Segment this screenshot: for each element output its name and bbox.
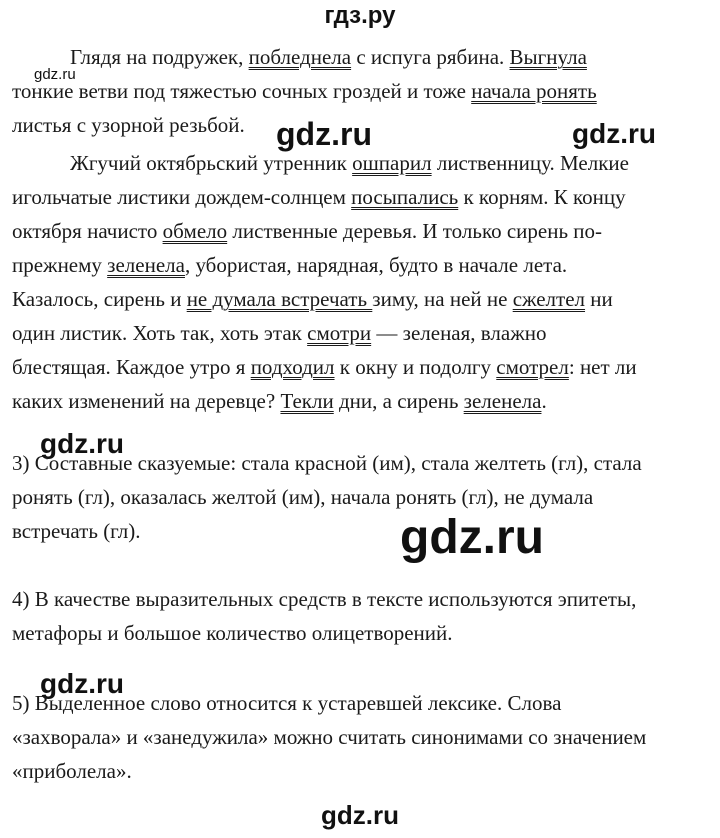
text-line: ронять (гл), оказалась желтой (им), начала ронять (гл), не думала	[12, 485, 594, 509]
text-line: Казалось, сирень и не думала встречать зиму, на ней не сжелтел ни	[12, 287, 613, 311]
predicate-underline: ошпарил	[352, 151, 432, 175]
predicate-underline: зеленела	[107, 253, 185, 277]
text-line: блестящая. Каждое утро я подходил к окну и подолгу смотрел: нет ли	[12, 355, 637, 379]
text-line: 4) В качестве выразительных средств в тексте используются эпитеты,	[12, 587, 637, 611]
predicate-underline: сжелтел	[512, 287, 586, 311]
predicate-underline: смотрел	[496, 355, 569, 379]
predicate-underline: посыпались	[351, 185, 459, 209]
text-line: каких изменений на деревце? Текли дни, а сирень зеленела.	[12, 389, 547, 413]
text-line: Жгучий октябрьский утренник ошпарил лиственницу. Мелкие	[70, 151, 629, 175]
predicate-underline: обмело	[162, 219, 228, 243]
predicate-underline: Выгнула	[509, 45, 587, 69]
predicate-underline: смотри	[307, 321, 372, 345]
predicate-underline: побледнела	[248, 45, 352, 69]
text-line: тонкие ветви под тяжестью сочных гроздей и тоже начала ронять	[12, 79, 597, 103]
watermark-left-5: gdz.ru	[40, 668, 124, 699]
text-line: «захворала» и «занедужила» можно считать синонимами со значением	[12, 725, 647, 749]
answer-5	[12, 686, 708, 788]
text-line: прежнему зеленела, убористая, нарядная, будто в начале лета.	[12, 253, 568, 277]
text-line: встречать (гл).	[12, 519, 141, 543]
predicate-underline: подходил	[250, 355, 335, 379]
text-line: 3) Составные сказуемые: стала красной (им), стала желтеть (гл), стала	[12, 451, 642, 475]
watermark-bottom: gdz.ru	[321, 800, 399, 830]
text-line: листья с узорной резьбой.	[12, 113, 245, 137]
watermark-left-3: gdz.ru	[40, 428, 124, 459]
paragraph-2	[12, 146, 708, 418]
watermark-big: gdz.ru	[400, 511, 544, 564]
text-line: Глядя на подружек, побледнела с испуга рябина. Выгнула	[70, 45, 587, 69]
text-line: один листик. Хоть так, хоть этак смотри — зеленая, влажно	[12, 321, 547, 345]
watermark-top: гдз.ру	[324, 2, 396, 29]
predicate-underline: Текли	[280, 389, 334, 413]
text-line: «приболела».	[12, 759, 132, 783]
answer-4	[12, 582, 708, 650]
text-line: октября начисто обмело лиственные деревья. И только сирень по-	[12, 219, 603, 243]
predicate-underline: не думала встречать	[186, 287, 373, 311]
text-line: 5) Выделенное слово относится к устаревшей лексике. Слова	[12, 691, 562, 715]
text-line: метафоры и большое количество олицетворений.	[12, 621, 453, 645]
watermark-mid-1: gdz.ru	[276, 116, 372, 152]
watermark-mid-2: gdz.ru	[572, 118, 656, 149]
watermark-small: gdz.ru	[34, 66, 76, 83]
answer-3	[12, 446, 708, 548]
predicate-underline: зеленела	[463, 389, 542, 413]
predicate-underline: начала ронять	[471, 79, 597, 103]
text-line: игольчатые листики дождем-солнцем посыпались к корням. К концу	[12, 185, 626, 209]
